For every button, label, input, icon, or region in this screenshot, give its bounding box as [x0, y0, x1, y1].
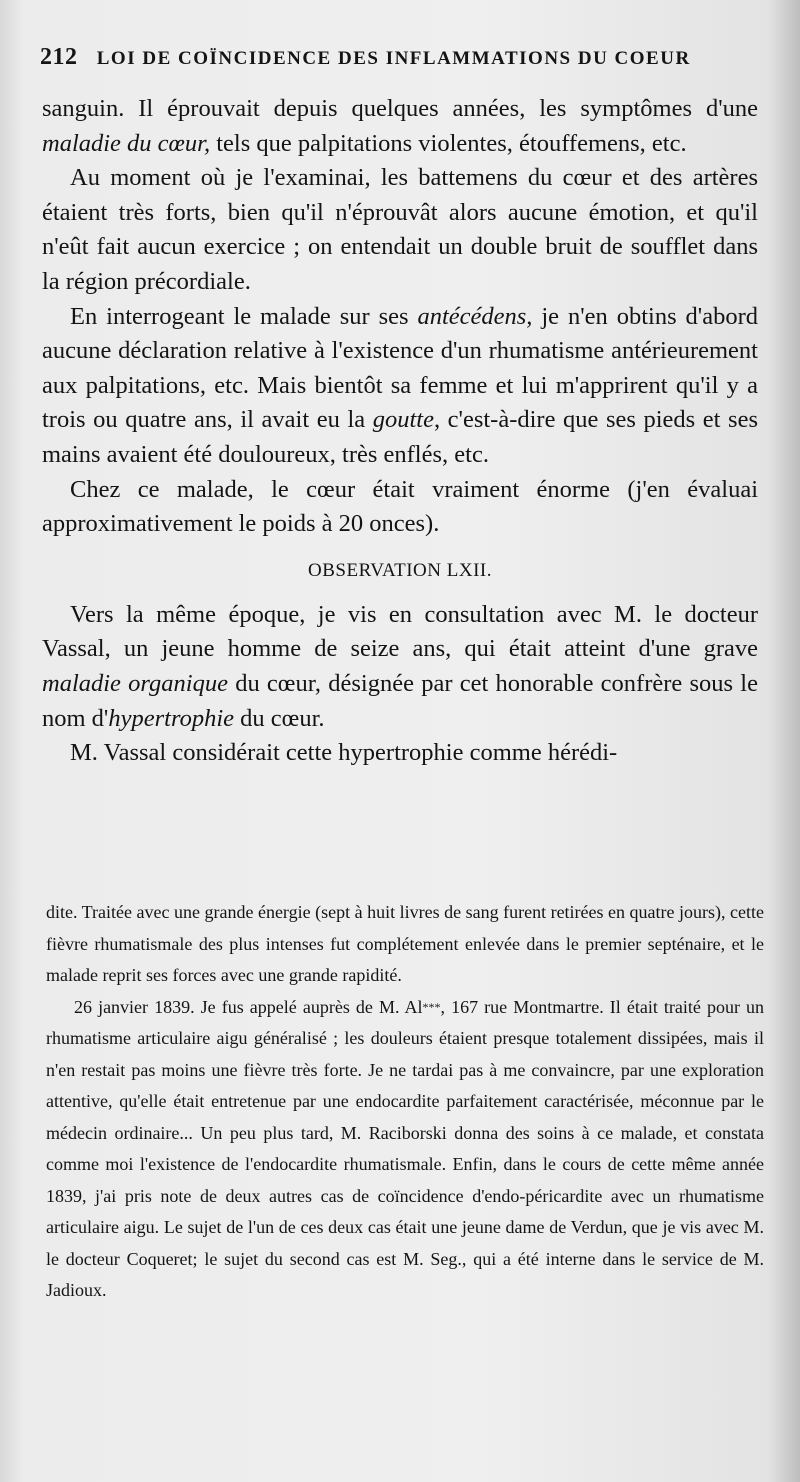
main-text [42, 92, 758, 771]
footnotes [46, 897, 764, 1307]
paragraph-5-italic-2: hypertrophie [108, 704, 235, 732]
paragraph-3-italic-1: antécédens, [417, 302, 533, 330]
footnote-text-a: 26 janvier 1839. Je fus appelé auprès de M. Al [74, 996, 423, 1017]
paragraph-3 [42, 300, 758, 473]
paragraph-1-text-a: sanguin. Il éprouvait depuis quelques années, les symptômes d'une [42, 95, 758, 122]
paragraph-5-text-b: du cœur, désignée par cet honorable confrère sous le nom d' [42, 669, 758, 732]
paragraph-1-italic: maladie du cœur, [42, 129, 211, 157]
paragraph-5-text-a: Vers la même époque, je vis en consultation avec M. le docteur Vassal, un jeune homme de seize ans, qui était atteint d'une grave [42, 600, 758, 663]
footnote-continuation: dite. Traitée avec une grande énergie (sept à huit livres de sang furent retirées en quatre jours), cette fièvre rhumatismale des plus intenses fut complétement enlevée dans le premier septénaire, et le malade reprit ses forces avec une grande rapidité. [46, 902, 764, 985]
footnote-case-1839 [46, 992, 764, 1307]
paragraph-5 [42, 598, 758, 736]
paragraph-3-italic-2: goutte [372, 406, 434, 434]
paragraph-3-text-c: , c'est-à-dire que ses pieds et ses mains avaient été douloureux, très enflés, etc. [42, 406, 758, 468]
paragraph-5-italic-1: maladie organique [42, 669, 228, 697]
paragraph-3-text-a: En interrogeant le malade sur ses [70, 302, 418, 330]
paragraph-5-text-c: du cœur. [234, 704, 325, 732]
paragraph-2: Au moment où je l'examinai, les battemens du cœur et des artères étaient très forts, bien qu'il n'éprouvât alors aucune émotion, et qu'il n'eût fait aucun exercice ; on entendait un double bruit de soufflet dans la région précordiale. [42, 164, 758, 295]
paragraph-4: Chez ce malade, le cœur était vraiment énorme (j'en évaluai approximativement le poids à 20 onces). [42, 475, 758, 538]
running-header [40, 44, 720, 74]
footnote-superscript: *** [422, 999, 441, 1014]
paragraph-3-text-b: je n'en obtins d'abord aucune déclaration relative à l'existence d'un rhumatisme antérieurement aux palpitations, etc. Mais bientôt sa femme et lui m'apprirent qu'il y a trois ou quatre ans, il avait eu la [42, 302, 758, 434]
paragraph-6: M. Vassal considérait cette hypertrophie comme hérédi- [70, 739, 618, 767]
paragraph-1-text-b: tels que palpitations violentes, étouffemens, etc. [210, 129, 687, 157]
footnote-text-b: , 167 rue Montmartre. Il était traité pour un rhumatisme articulaire aigu généralisé ; les douleurs étaient presque totalement dissipées, mais il n'en restait pas moins une fièvre très forte. Je ne tardai pas à me convaincre, par une exploration attentive, qu'elle était entretenue par une endocardite parfaitement caractérisée, méconnue par le médecin ordinaire... Un peu plus tard, M. Raciborski donna des soins à ce malade, et constata comme moi l'existence de l'endocardite rhumatismale. Enfin, dans le cours de cette même année 1839, j'ai pris note de deux autres cas de coïncidence d'endo-péricardite avec un rhumatisme articulaire aigu. Le sujet de l'un de ces deux cas était une jeune dame de Verdun, que je vis avec M. le docteur Coqueret; le sujet du second cas est M. Seg., qui a été interne dans le service de M. Jadioux. [46, 996, 765, 1300]
observation-heading: OBSERVATION LXII. [308, 559, 492, 581]
running-title: LOI DE COÏNCIDENCE DES INFLAMMATIONS DU COEUR [96, 48, 691, 69]
page-number: 212 [40, 44, 78, 70]
paragraph-1 [42, 92, 758, 161]
